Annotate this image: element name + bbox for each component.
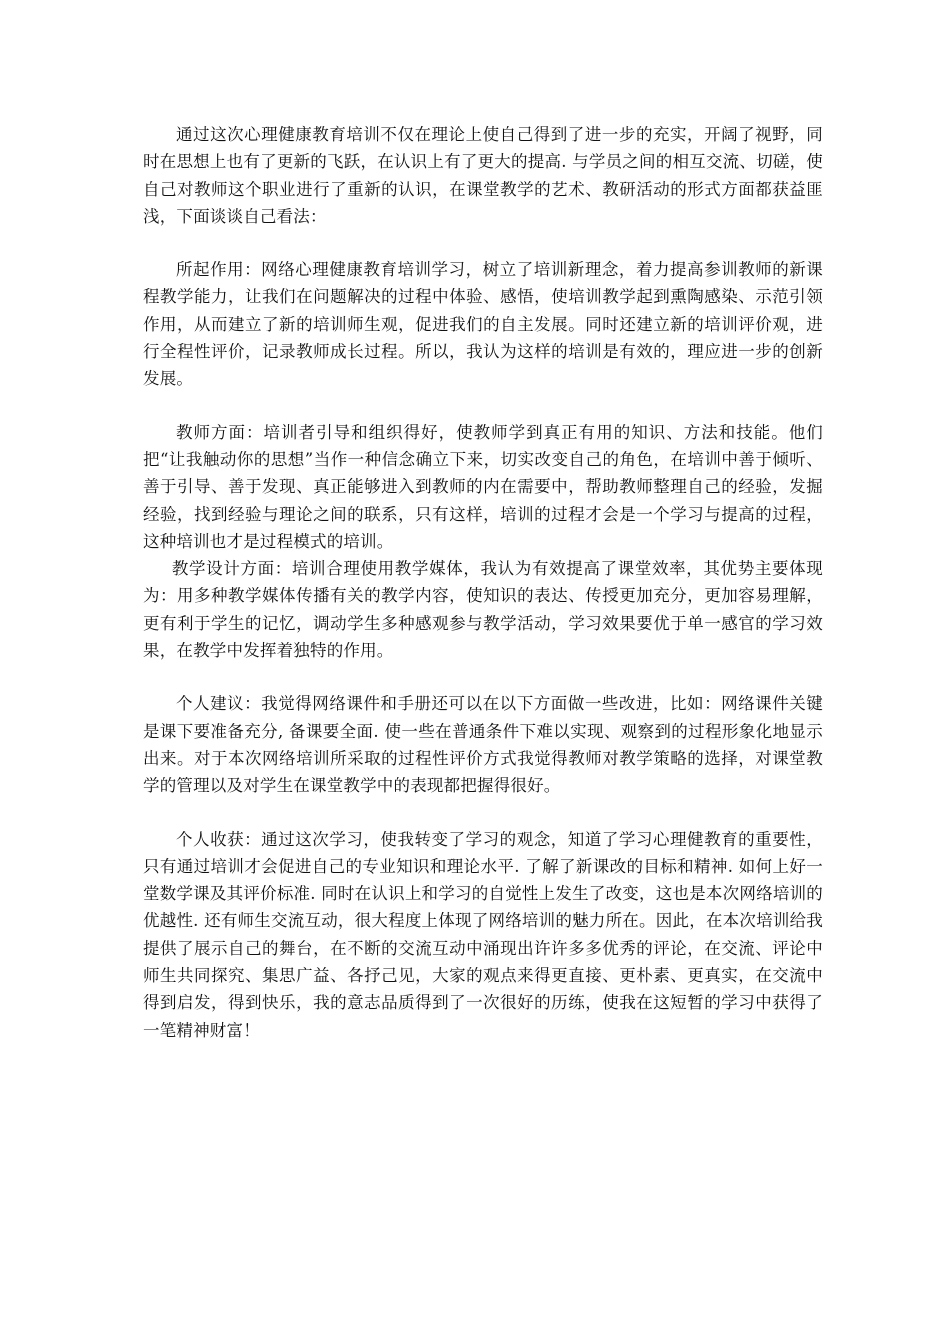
paragraph-teacher-aspect: 教师方面：培训者引导和组织得好，使教师学到真正有用的知识、方法和技能。他们把“让我触动你的思想”当作一种信念确立下来，切实改变自己的角色，在培训中善于倾听、善于引导、善于发现、真正能够进入到教师的内在需要中，帮助教师整理自己的经验，发掘经验，找到经验与理论之间的联系，只有这样，培训的过程才会是一个学习与提高的过程，这种培训也才是过程模式的培训。: [143, 422, 823, 551]
paragraph-suggestions: 个人建议：我觉得网络课件和手册还可以在以下方面做一些改进，比如：网络课件关键是课下要准备充分, 备课要全面. 使一些在普通条件下难以实现、观察到的过程形象化地显示出来。对于本次网络培训所采取的过程性评价方式我觉得教师对教学策略的选择，对课堂教学的管理以及对学生在课堂教学中的表现都把握得很好。: [143, 694, 823, 796]
paragraph-teaching-design: 教学设计方面：培训合理使用教学媒体，我认为有效提高了课堂效率，其优势主要体现为：用多种教学媒体传播有关的教学内容，使知识的表达、传授更加充分，更加容易理解，更有利于学生的记忆，调动学生多种感观参与教学活动，学习效果要优于单一感官的学习效果，在教学中发挥着独特的作用。: [143, 559, 823, 661]
paragraph-role: 所起作用：网络心理健康教育培训学习，树立了培训新理念，着力提高参训教师的新课程教学能力，让我们在问题解决的过程中体验、感悟，使培训教学起到熏陶感染、示范引领作用，从而建立了新的培训师生观，促进我们的自主发展。同时还建立新的培训评价观，进行全程性评价，记录教师成长过程。所以，我认为这样的培训是有效的，理应进一步的创新发展。: [143, 260, 823, 389]
document-body: [143, 121, 823, 1044]
paragraph-gains: 个人收获：通过这次学习，使我转变了学习的观念，知道了学习心理健教育的重要性，只有通过培训才会促进自己的专业知识和理论水平. 了解了新课改的目标和精神. 如何上好一堂数学课及其评价标准. 同时在认识上和学习的自觉性上发生了改变，这也是本次网络培训的优越性. 还有师生交流互动，很大程度上体现了网络培训的魅力所在。因此，在本次培训给我提供了展示自己的舞台，在不断的交流互动中涌现出许许多多优秀的评论，在交流、评论中师生共同探究、集思广益、各抒己见，大家的观点来得更直接、更朴素、更真实，在交流中得到启发，得到快乐，我的意志品质得到了一次很好的历练，使我在这短暂的学习中获得了一笔精神财富！: [143, 829, 823, 1040]
paragraph-intro: 通过这次心理健康教育培训不仅在理论上使自己得到了进一步的充实，开阔了视野，同时在思想上也有了更新的飞跃，在认识上有了更大的提高. 与学员之间的相互交流、切磋，使自己对教师这个职业进行了重新的认识，在课堂教学的艺术、教研活动的形式方面都获益匪浅，下面谈谈自己看法：: [143, 125, 823, 226]
